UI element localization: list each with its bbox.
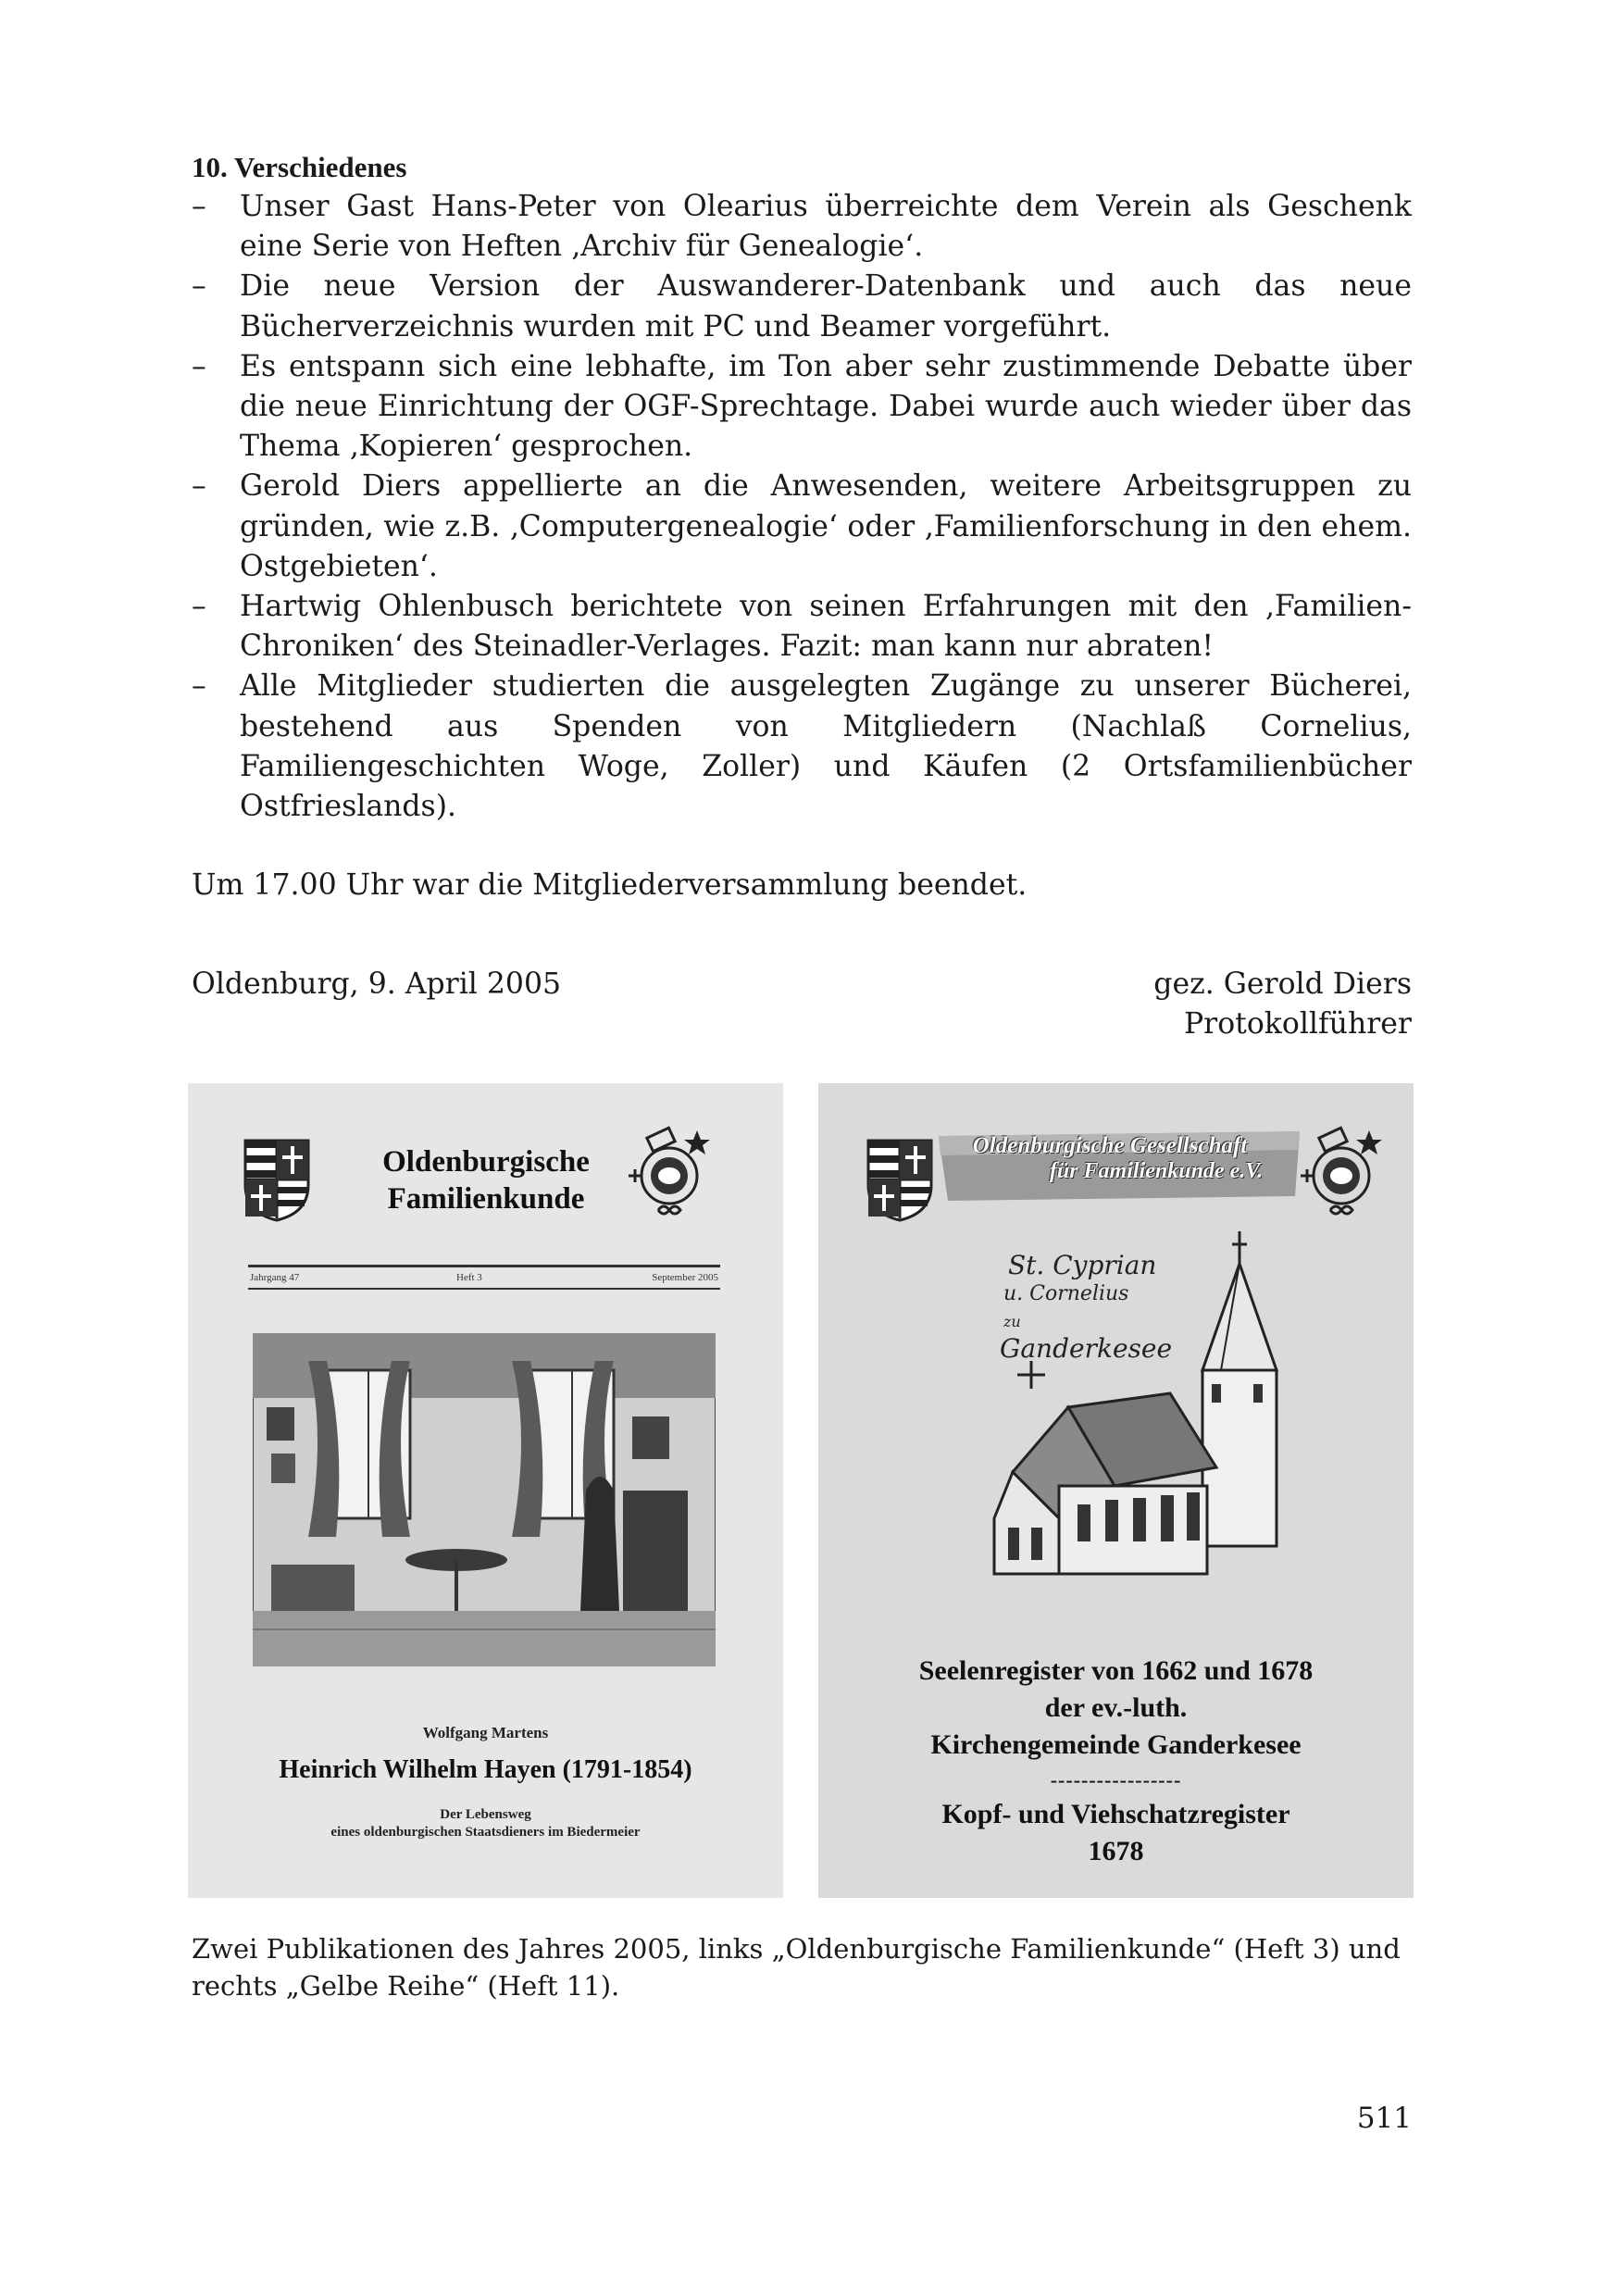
list-item-text: Die neue Version der Auswanderer-Datenbank und auch das neue Bücherverzeichnis wurden mit PC und Beamer vorgeführt. <box>240 269 1412 343</box>
list-item <box>192 187 1412 267</box>
list-item <box>192 587 1412 667</box>
register-subtitle-line2: 1678 <box>1088 1836 1144 1866</box>
register-subtitle <box>818 1796 1414 1870</box>
register-title-line2: der ev.-luth. <box>1044 1692 1188 1723</box>
society-emblem-icon <box>623 1125 719 1221</box>
journal-title-line2: Familienkunde <box>387 1182 585 1216</box>
society-name-line2: für Familienkunde e.V. <box>1049 1159 1264 1183</box>
church-drawing <box>976 1231 1318 1602</box>
signature <box>1153 965 1412 1044</box>
list-item <box>192 467 1412 587</box>
society-name-line1: Oldenburgische Gesellschaft <box>972 1133 1248 1158</box>
journal-title-line1: Oldenburgische <box>382 1145 590 1179</box>
signed-by: gez. Gerold Diers <box>1153 967 1412 1002</box>
book-subtitle-line1: Der Lebensweg <box>440 1807 531 1822</box>
cover-oldenburgische-familienkunde <box>188 1083 783 1898</box>
page-number: 511 <box>1356 2102 1412 2135</box>
society-emblem-icon <box>1295 1125 1391 1221</box>
title-divider: ----------------- <box>1050 1768 1182 1791</box>
list-item-text: Gerold Diers appellierte an die Anwesenden, weitere Arbeitsgruppen zu gründen, wie z.B. ‚Computergenealogie‘ oder ‚Familienforschung in den ehem. Ostgebieten‘. <box>240 469 1412 583</box>
cover-gelbe-reihe <box>818 1083 1414 1898</box>
list-dash: – <box>192 669 206 704</box>
list-item-text: Hartwig Ohlenbusch berichtete von seinen Erfahrungen mit den ‚Familien-Chroniken‘ des Steinadler-Verlages. Fazit: man kann nur abraten! <box>240 590 1412 664</box>
coat-of-arms-icon <box>243 1139 310 1222</box>
journal-title <box>366 1143 606 1217</box>
place-date: Oldenburg, 9. April 2005 <box>192 967 562 1002</box>
signer-role: Protokollführer <box>1183 1007 1412 1042</box>
issue-month: September 2005 <box>652 1272 718 1283</box>
issue-info <box>248 1265 720 1290</box>
book-subtitle-line2: eines oldenburgischen Staatsdieners im Biedermeier <box>330 1825 641 1840</box>
register-title <box>818 1653 1414 1764</box>
author-name: Wolfgang Martens <box>422 1724 549 1741</box>
signature-block <box>192 965 1412 1048</box>
script-line2: u. Cornelius <box>1003 1282 1129 1305</box>
list-item <box>192 267 1412 346</box>
list-dash: – <box>192 349 206 383</box>
list-dash: – <box>192 190 206 223</box>
script-line3: zu <box>1003 1313 1021 1330</box>
issue-year: Jahrgang 47 <box>250 1272 300 1283</box>
list-item <box>192 347 1412 468</box>
figure-caption: Zwei Publikationen des Jahres 2005, links „Oldenburgische Familienkunde“ (Heft 3) und rechts „Gelbe Reihe“ (Heft 11). <box>192 1933 1401 2002</box>
closing-sentence: Um 17.00 Uhr war die Mitgliederversammlung beendet. <box>192 868 1028 903</box>
issue-number: Heft 3 <box>456 1272 482 1283</box>
script-line4: Ganderkesee <box>1000 1333 1173 1364</box>
register-title-line1: Seelenregister von 1662 und 1678 <box>918 1655 1314 1686</box>
item-list <box>192 187 1412 827</box>
list-dash: – <box>192 269 206 304</box>
list-item-text: Es entspann sich eine lebhafte, im Ton aber sehr zustimmende Debatte über die neue Einrichtung der OGF-Sprechtage. Dabei wurde auch wieder über das Thema ‚Kopieren‘ gesprochen. <box>240 349 1412 464</box>
list-dash: – <box>192 469 206 504</box>
list-dash: – <box>192 590 206 624</box>
page-body <box>192 148 1412 1048</box>
section-heading: 10. Verschiedenes <box>192 151 407 183</box>
list-item-text: Unser Gast Hans-Peter von Olearius überreichte dem Verein als Geschenk eine Serie von Heften ‚Archiv für Genealogie‘. <box>240 190 1412 264</box>
book-title: Heinrich Wilhelm Hayen (1791-1854) <box>279 1755 692 1784</box>
script-line1: St. Cyprian <box>1008 1250 1157 1280</box>
coat-of-arms-icon <box>866 1139 933 1222</box>
register-title-line3: Kirchengemeinde Ganderkesee <box>930 1729 1302 1760</box>
interior-illustration <box>253 1333 716 1666</box>
register-subtitle-line1: Kopf- und Viehschatzregister <box>941 1799 1290 1829</box>
list-item <box>192 667 1412 827</box>
list-item-text: Alle Mitglieder studierten die ausgelegten Zugänge zu unserer Bücherei, bestehend aus Spenden von Mitgliedern (Nachlaß Cornelius, Familiengeschichten Woge, Zoller) und Käufen (2 Ortsfamilienbücher Ostfrieslands). <box>240 669 1412 824</box>
